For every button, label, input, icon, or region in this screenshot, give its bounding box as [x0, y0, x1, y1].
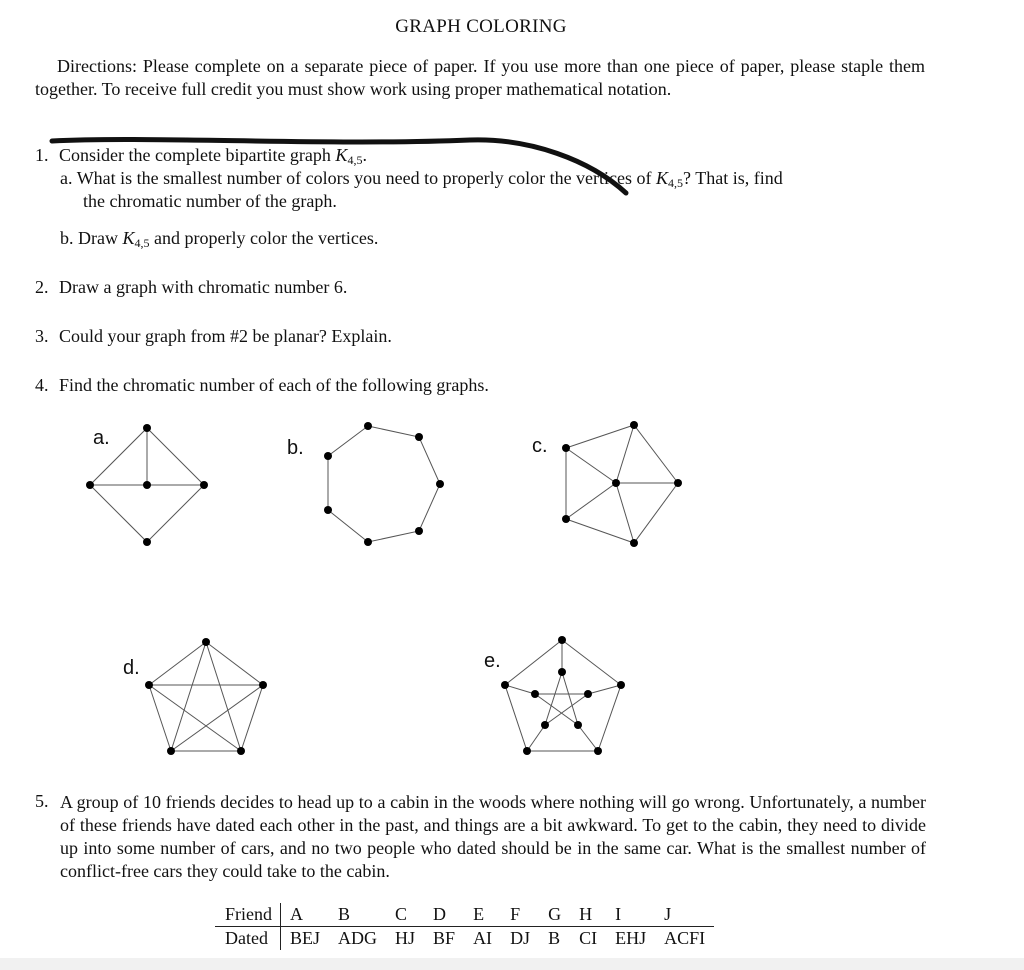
friend-cell: G	[548, 904, 562, 924]
vertex	[558, 668, 566, 676]
question-1b-text-end: and properly color the vertices.	[149, 228, 379, 248]
friend-cell: H	[579, 904, 593, 924]
dated-cell: ADG	[329, 927, 386, 951]
directions: Directions: Please complete on a separate piece of paper. If you use more than one piece of paper, please staple them together. To receive full credit you must show work using proper mathematical notation.	[35, 56, 925, 99]
question-1b-text: Draw	[78, 228, 123, 248]
graph-c-label: c.	[532, 435, 548, 457]
question-5-number: 5.	[35, 791, 49, 811]
friend-cell: A	[290, 904, 303, 924]
friend-cell: F	[510, 904, 521, 924]
question-1a-label: a.	[60, 168, 73, 188]
k45-symbol: K	[122, 228, 135, 248]
question-2-number: 2.	[35, 277, 49, 297]
question-1a-line2: the chromatic number of the graph.	[83, 191, 337, 211]
question-1a-text: What is the smallest number of colors you need to properly color the vertices of	[76, 168, 657, 188]
friend-cell: B	[338, 904, 351, 924]
vertex	[541, 721, 549, 729]
k45-symbol: K	[656, 168, 669, 188]
dated-cell: B	[539, 927, 570, 951]
vertex	[584, 690, 592, 698]
question-4-number: 4.	[35, 375, 49, 395]
vertex	[523, 747, 531, 755]
dated-cell: AI	[464, 927, 501, 951]
graph-b-label: b.	[287, 437, 304, 459]
vertex	[501, 681, 509, 689]
dated-cell: BEJ	[281, 927, 330, 951]
graph-d-label: d.	[123, 657, 140, 679]
page-bottom-edge	[0, 958, 1024, 970]
question-1-text: Consider the complete bipartite graph	[59, 145, 336, 165]
friend-cell: C	[395, 904, 408, 924]
dated-header: Dated	[215, 927, 281, 951]
vertex	[531, 690, 539, 698]
friend-cell: J	[664, 904, 672, 924]
graph-a-label: a.	[93, 427, 110, 449]
friend-cell: I	[615, 904, 622, 924]
dated-cell: HJ	[386, 927, 424, 951]
friend-row	[215, 903, 714, 927]
friend-cell: D	[433, 904, 447, 924]
question-3-number: 3.	[35, 326, 49, 346]
dated-row	[215, 927, 714, 951]
question-5	[60, 791, 926, 883]
dated-cell: CI	[570, 927, 606, 951]
vertex	[594, 747, 602, 755]
vertex	[617, 681, 625, 689]
question-1-period: .	[362, 145, 367, 165]
question-1b-label: b.	[60, 228, 74, 248]
question-2-text: Draw a graph with chromatic number 6.	[59, 277, 348, 297]
k45-subscript: 4,5	[668, 176, 684, 190]
vertex	[558, 636, 566, 644]
friends-table	[215, 903, 714, 950]
question-5-text: A group of 10 friends decides to head up to a cabin in the woods where nothing will go wrong. Unfortunately, a number of these friends have dated each other in the past, and things are a bit awkward. To get to the cabin, they need to divide up into some number of cars, and no two people who dated should be in the same car. What is the smallest number of conflict-free cars they could take to the cabin.	[60, 792, 926, 881]
dated-cell: EHJ	[606, 927, 655, 951]
friend-header: Friend	[215, 903, 281, 927]
question-1a-text-end: ? That is, find	[683, 168, 783, 188]
k45-symbol: K	[335, 145, 348, 165]
friend-cell: E	[473, 904, 485, 924]
question-4-text: Find the chromatic number of each of the following graphs.	[59, 375, 489, 395]
dated-cell: ACFI	[655, 927, 714, 951]
question-3-text: Could your graph from #2 be planar? Explain.	[59, 326, 392, 346]
page-title: GRAPH COLORING	[395, 16, 567, 37]
k45-subscript: 4,5	[347, 153, 363, 167]
vertex	[574, 721, 582, 729]
dated-cell: DJ	[501, 927, 539, 951]
question-1-number: 1.	[35, 145, 49, 165]
graph-e-label: e.	[484, 650, 501, 672]
k45-subscript: 4,5	[134, 236, 150, 250]
dated-cell: BF	[424, 927, 464, 951]
